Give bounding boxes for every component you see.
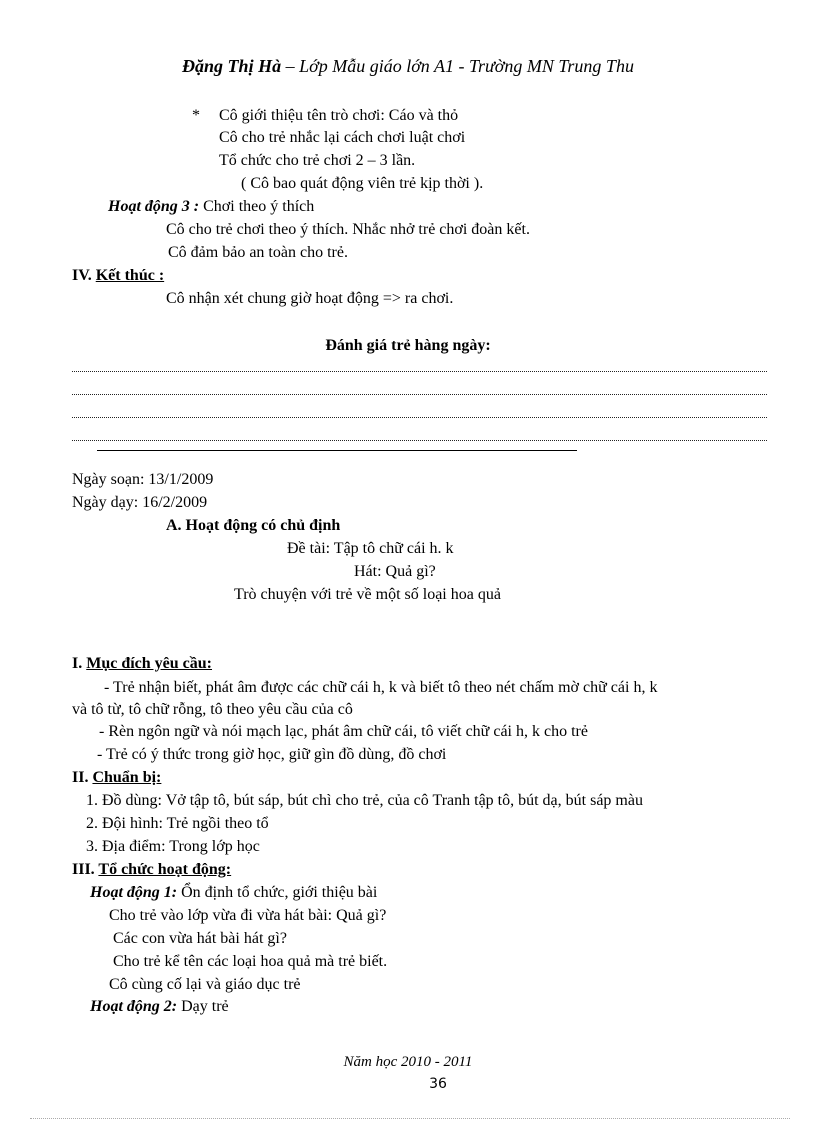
objectives-num: I. [72, 655, 83, 672]
section-ending-num: IV. [72, 267, 92, 284]
safety-line: Cô đảm bảo an toàn cho trẻ. [168, 244, 348, 261]
activity-1-label: Hoạt động 1: [90, 884, 178, 901]
preparation-num: II. [72, 769, 89, 786]
activity-3-label: Hoạt động 3 : [108, 198, 200, 215]
lesson-chat: Trò chuyện với trẻ về một số loại hoa quả [234, 586, 501, 603]
activity-1-line [90, 883, 377, 903]
ending-text: Cô nhận xét chung giờ hoạt động => ra chơi. [166, 290, 454, 307]
org-line-1: Cho trẻ vào lớp vừa đi vừa hát bài: Quả gì? [109, 907, 387, 924]
lesson-topic: Đề tài: Tập tô chữ cái h. k [287, 540, 454, 557]
page-number: 36 [429, 1076, 447, 1092]
separator-rule [97, 450, 577, 451]
organization-title: Tổ chức hoạt động: [98, 861, 232, 878]
objective-2: - Rèn ngôn ngữ và nói mạch lạc, phát âm chữ cái, tô viết chữ cái h, k cho trẻ [99, 723, 588, 740]
prep-date: Ngày soạn: 13/1/2009 [72, 471, 214, 488]
footer-school-year: Năm học 2010 - 2011 [343, 1054, 473, 1070]
evaluation-dotted-line [72, 440, 767, 441]
organization-num: III. [72, 861, 95, 878]
activity-2-label: Hoạt động 2: [90, 998, 178, 1015]
supervise-line: ( Cô bao quát động viên trẻ kịp thời ). [241, 175, 484, 192]
lesson-song: Hát: Quả gì? [354, 563, 436, 580]
free-play-line: Cô cho trẻ chơi theo ý thích. Nhắc nhở trẻ chơi đoàn kết. [166, 221, 530, 238]
activity-3-text: Chơi theo ý thích [199, 198, 315, 215]
org-line-3: Cho trẻ kể tên các loại hoa quả mà trẻ biết. [113, 953, 388, 970]
objective-1b: và tô từ, tô chữ rỗng, tô theo yêu cầu của cô [72, 701, 353, 718]
section-ending-heading [72, 266, 164, 286]
preparation-item-3: 3. Địa điểm: Trong lớp học [86, 838, 260, 855]
section-ending-title: Kết thúc : [95, 267, 165, 284]
preparation-item-2: 2. Đội hình: Trẻ ngồi theo tổ [86, 815, 269, 832]
evaluation-dotted-line [72, 394, 767, 395]
header-class-school: – Lớp Mẫu giáo lớn A1 - Trường MN Trung Thu [281, 56, 634, 76]
activity-2-text: Dạy trẻ [177, 998, 229, 1015]
page-header [0, 56, 816, 77]
organization-heading [72, 860, 231, 880]
game-intro-line: Cô giới thiệu tên trò chơi: Cáo và thỏ [219, 107, 459, 124]
evaluation-dotted-line [72, 417, 767, 418]
evaluation-title: Đánh giá trẻ hàng ngày: [325, 337, 491, 354]
evaluation-dotted-line [72, 371, 767, 372]
preparation-title: Chuẩn bị: [92, 769, 162, 786]
lesson-heading: A. Hoạt động có chủ định [166, 517, 341, 534]
activity-3-line [108, 197, 314, 217]
footer-dotted-border [30, 1118, 790, 1119]
bullet-mark: * [192, 107, 200, 124]
preparation-heading [72, 768, 161, 788]
objectives-heading [72, 654, 212, 674]
author-name: Đặng Thị Hà [182, 56, 282, 76]
org-line-2: Các con vừa hát bài hát gì? [113, 930, 287, 947]
activity-1-text: Ổn định tổ chức, giới thiệu bài [177, 884, 378, 901]
rules-recall-line: Cô cho trẻ nhắc lại cách chơi luật chơi [219, 129, 466, 146]
play-times-line: Tổ chức cho trẻ chơi 2 – 3 lần. [219, 152, 416, 169]
org-line-4: Cô cùng cố lại và giáo dục trẻ [109, 976, 301, 993]
preparation-item-1: 1. Đồ dùng: Vở tập tô, bút sáp, bút chì cho trẻ, của cô Tranh tập tô, bút dạ, bút sáp màu [86, 792, 643, 809]
activity-2-line [90, 997, 229, 1017]
objective-1a: - Trẻ nhận biết, phát âm được các chữ cái h, k và biết tô theo nét chấm mờ chữ cái h, k [104, 679, 658, 696]
objective-3: - Trẻ có ý thức trong giờ học, giữ gìn đồ dùng, đồ chơi [97, 746, 447, 763]
teach-date: Ngày dạy: 16/2/2009 [72, 494, 208, 511]
objectives-title: Mục đích yêu cầu: [86, 655, 213, 672]
